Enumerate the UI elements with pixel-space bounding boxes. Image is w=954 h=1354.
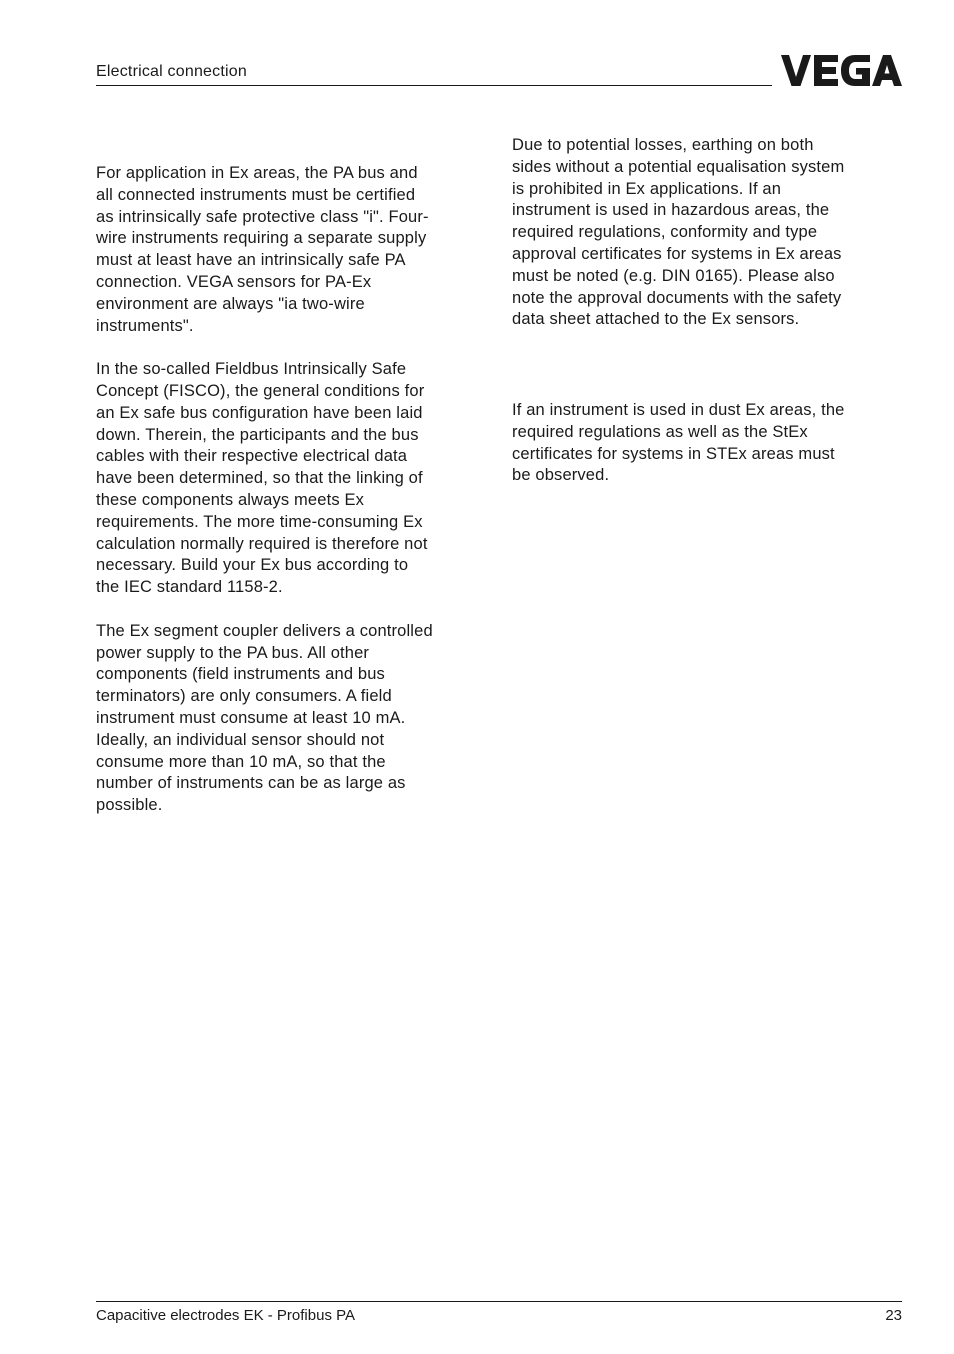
paragraph-segment-coupler: The Ex segment coupler delivers a controlled power supply to the PA bus. All other components (field instruments and bus terminators) are only consumers. A field instrument must consume at least 10 mA. Ideally, an individual sensor should not consume more than 10 mA, so that the number of instruments can be as large as possible. [96, 621, 433, 815]
page-number: 23 [885, 1307, 902, 1324]
paragraph-ex-areas: For application in Ex areas, the PA bus and all connected instruments must be certified as intrinsically safe protective class "i". Four- wire instruments requiring a separate supply must at least have an intrinsically safe PA connection. VEGA sensors for PA-Ex environment are always "ia two-wire instruments". [96, 164, 429, 335]
paragraph-fisco: In the so-called Fieldbus Intrinsically Safe Concept (FISCO), the general conditions for an Ex safe bus configuration have been laid down. Therein, the participants and the bus cables with their respective electrical data have been determined, so that the linking of these components always meets Ex requirements. The more time-consuming Ex calculation normally required is therefore not necessary. Build your Ex bus according to the IEC standard 1158-2. [96, 360, 428, 597]
vega-logo [781, 54, 902, 87]
paragraph-dust-ex: If an instrument is used in dust Ex areas, the required regulations as well as the StEx certificates for systems in STEx areas must be observed. [512, 401, 845, 485]
document-title: Capacitive electrodes EK - Profibus PA [96, 1307, 356, 1324]
right-column [512, 135, 904, 331]
section-title: Electrical connection [96, 63, 247, 80]
paragraph-earthing: Due to potential losses, earthing on both sides without a potential equalisation system is prohibited in Ex applications. If an instrument is used in hazardous areas, the required regulations, conformity and type approval certificates for systems in Ex areas must be noted (e.g. DIN 0165). Please also note the approval documents with the safety data sheet attached to the Ex sensors. [512, 136, 845, 329]
header-divider [96, 85, 772, 86]
footer-divider [96, 1301, 902, 1302]
left-column [96, 163, 488, 817]
